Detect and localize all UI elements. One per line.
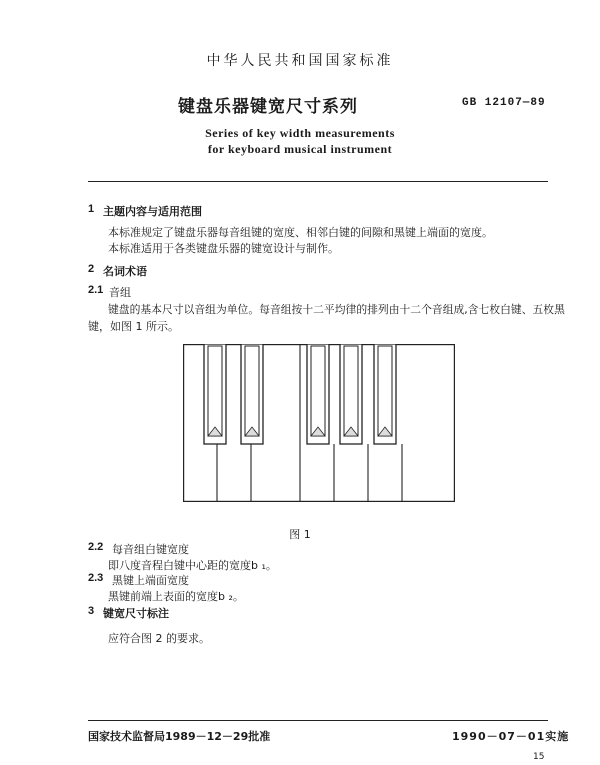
section-2-1-number: 2.1 bbox=[88, 284, 104, 296]
section-2-title: 名词术语 bbox=[103, 265, 147, 278]
footer-divider bbox=[88, 720, 548, 721]
black-key-5 bbox=[374, 344, 396, 444]
section-1-para-2: 本标准适用于各类键盘乐器的键宽设计与制作。 bbox=[108, 242, 339, 255]
black-key-3 bbox=[307, 344, 329, 444]
section-2-2-para: 即八度音程白键中心距的宽度b ₁。 bbox=[108, 559, 277, 572]
black-key-2 bbox=[241, 344, 263, 444]
black-key-1 bbox=[204, 344, 226, 444]
section-3-number: 3 bbox=[88, 605, 95, 617]
section-3-para: 应符合图 2 的要求。 bbox=[108, 632, 210, 645]
issuing-organization: 中华人民共和国国家标准 bbox=[206, 53, 394, 69]
section-1-para-1: 本标准规定了键盘乐器每音组键的宽度、相邻白键的间隙和黑键上端面的宽度。 bbox=[108, 226, 493, 239]
english-title-line-2: for keyboard musical instrument bbox=[207, 142, 393, 156]
section-2-3-para: 黑键前端上表面的宽度b ₂。 bbox=[108, 590, 244, 603]
black-key-4 bbox=[340, 344, 362, 444]
standard-code: GB 12107—89 bbox=[462, 97, 546, 109]
section-2-2-title: 每音组白键宽度 bbox=[112, 543, 189, 556]
section-2-1-title: 音组 bbox=[109, 286, 131, 299]
english-title-line-1: Series of key width measurements bbox=[205, 126, 395, 140]
section-2-3-title: 黑键上端面宽度 bbox=[112, 574, 189, 587]
implementation-date: 1990－07－01实施 bbox=[452, 730, 570, 743]
page-number: 15 bbox=[533, 752, 545, 762]
section-1-number: 1 bbox=[88, 203, 95, 215]
header-divider bbox=[88, 181, 548, 182]
section-3-title: 键宽尺寸标注 bbox=[103, 607, 169, 620]
section-2-2-number: 2.2 bbox=[88, 541, 104, 553]
section-2-1-para-2: 键，如图 1 所示。 bbox=[88, 320, 179, 333]
keyboard-octave-figure bbox=[183, 344, 455, 502]
section-2-3-number: 2.3 bbox=[88, 572, 104, 584]
standard-title: 键盘乐器键宽尺寸系列 bbox=[178, 97, 358, 117]
section-2-number: 2 bbox=[88, 263, 95, 275]
section-2-1-para-1: 键盘的基本尺寸以音组为单位。每音组按十二平均律的排列由十二个音组成,含七枚白键、五枚黑 bbox=[108, 303, 565, 316]
approval-line: 国家技术监督局1989－12－29批准 bbox=[88, 730, 271, 743]
figure-1-caption: 图 1 bbox=[289, 528, 311, 541]
section-1-title: 主题内容与适用范围 bbox=[103, 205, 202, 218]
